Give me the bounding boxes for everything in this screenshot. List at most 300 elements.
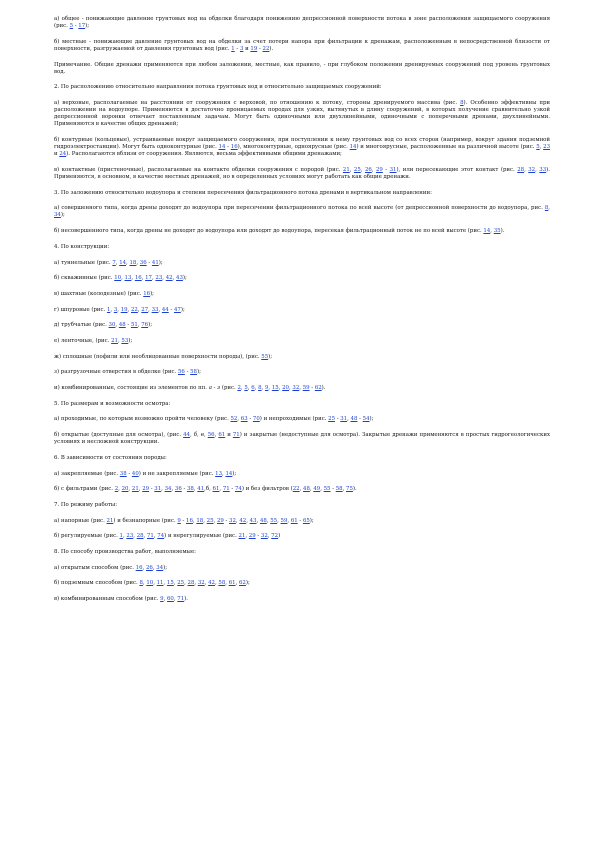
figure-link[interactable]: 59 (280, 517, 288, 524)
figure-link[interactable]: 41 (151, 259, 159, 266)
figure-link[interactable]: 36 (174, 486, 182, 493)
text-run: а) верховые, располагаемые на расстоянии от сооружения с верховой, по отношению к потоку, стороны дренируемого массива (рис. (54, 100, 461, 107)
text-run: , (137, 322, 142, 329)
text-run: ); (148, 322, 153, 329)
text-run: , (320, 486, 324, 493)
figure-link[interactable]: 54 (362, 416, 370, 423)
figure-link[interactable]: 26 (364, 166, 372, 173)
text-run: ); (369, 416, 374, 423)
text-run: , (235, 580, 239, 587)
figure-link[interactable]: 33 (539, 166, 547, 173)
text-run: - (335, 416, 341, 423)
text-run: , (121, 275, 125, 282)
text-run: б) несовершенного типа, когда дрены не доходят до водоупора или доходят до водоупора, пересекая фильтрационный поток не по всей высоте (рис. (54, 228, 484, 235)
figure-link[interactable]: 3 (113, 306, 118, 313)
text-run: и) комбинированные, состоящие из элементов по пп. (54, 385, 209, 391)
text-run: , (203, 517, 207, 524)
paragraph (54, 137, 550, 158)
text-run: а) проходимые, по которым возможно пройти человеку (рис. (54, 416, 231, 423)
figure-link[interactable]: 34 (156, 564, 164, 571)
text-run: ); (232, 470, 237, 477)
text-run: , (267, 533, 272, 540)
text-run: - (126, 470, 132, 477)
text-run: , (136, 259, 140, 266)
text-run: , (246, 517, 250, 524)
italic-text-run: в (200, 432, 204, 439)
paragraph (54, 565, 550, 572)
text-run: - (73, 23, 79, 30)
text-run: - (234, 45, 240, 52)
text-run: б) скважинные (рис. (54, 275, 115, 282)
figure-link[interactable]: 16 (186, 517, 193, 524)
figure-link[interactable]: 15 (166, 580, 174, 587)
text-run: - (180, 517, 187, 524)
figure-link[interactable]: 18 (196, 517, 204, 524)
figure-link[interactable]: 17 (78, 23, 86, 30)
figure-link[interactable]: 31 (340, 416, 348, 423)
text-run: , (131, 275, 135, 282)
text-run: ) и нерегулируемые (рис. (164, 533, 239, 540)
figure-link[interactable]: 9 (177, 517, 181, 524)
figure-link[interactable]: 56 (178, 369, 185, 376)
text-run: ,б, (204, 486, 213, 493)
text-run: ); (196, 369, 201, 376)
paragraph (54, 275, 550, 282)
figure-link[interactable]: 21 (131, 486, 139, 493)
text-run: - (330, 486, 336, 493)
figure-link[interactable]: 21 (342, 166, 350, 173)
figure-link[interactable]: 56 (207, 432, 215, 439)
figure-link[interactable]: 20 (121, 486, 129, 493)
paragraph (54, 432, 550, 446)
figure-link[interactable]: 17 (145, 275, 152, 282)
figure-link[interactable]: 22 (292, 486, 300, 493)
text-run: , (539, 144, 544, 151)
text-run: - (181, 486, 187, 493)
figure-link[interactable]: 31 (154, 486, 162, 493)
figure-link[interactable]: 3 (239, 45, 244, 52)
figure-link[interactable]: 2 (237, 385, 241, 391)
text-run: - (168, 306, 174, 313)
figure-link[interactable]: 8 (258, 385, 262, 391)
text-run: , (548, 205, 550, 212)
figure-link[interactable]: 14 (483, 228, 491, 235)
text-run: , (222, 470, 226, 477)
text-run: ), или пересекающие этот контакт (рис. (396, 166, 518, 173)
figure-link[interactable]: 38 (119, 470, 127, 477)
paragraph (54, 100, 550, 128)
text-run: , (118, 486, 122, 493)
text-run: , (184, 580, 188, 587)
text-run: , (203, 432, 208, 439)
text-run: - (309, 385, 315, 391)
figure-link[interactable]: 59 (302, 385, 310, 391)
figure-link[interactable]: 25 (177, 580, 185, 587)
paragraph (54, 307, 550, 314)
text-run: ), многоконтурные, одноярусные (рис. (237, 144, 350, 151)
text-run: ) и многоярусные, расположенные на различной высоте (рис. (356, 144, 537, 151)
figure-link[interactable]: 16 (135, 564, 143, 571)
paragraph (54, 369, 550, 376)
text-run: , (142, 580, 147, 587)
text-run: Примечание. Общие дренажи применяются при любом заложении, местные, как правило, - при глубоком положении дренируемых сооружений под уровень грунтовых вод. (54, 61, 550, 75)
figure-link[interactable]: 58 (190, 369, 197, 376)
paragraph (54, 228, 550, 235)
figure-link[interactable]: 16 (143, 290, 151, 297)
figure-link[interactable]: 34 (164, 486, 172, 493)
text-run: - (149, 486, 155, 493)
figure-link[interactable]: 32 (528, 166, 536, 173)
figure-link[interactable]: 42 (239, 517, 247, 524)
figure-link[interactable]: 61 (218, 432, 226, 439)
figure-link[interactable]: 52 (230, 416, 238, 423)
figure-link[interactable]: 15 (271, 385, 279, 391)
figure-link[interactable]: 48 (118, 322, 126, 329)
text-run: , (173, 596, 178, 603)
text-run: д) трубчатые (рис. (54, 322, 109, 329)
figure-link[interactable]: 8 (139, 580, 143, 587)
text-run: ); (163, 564, 168, 571)
text-run: , (299, 385, 303, 391)
figure-link[interactable]: 8 (544, 205, 549, 212)
text-run: , (490, 228, 494, 235)
paragraph (54, 338, 550, 345)
figure-link[interactable]: 28 (187, 580, 195, 587)
text-run: - (255, 533, 261, 540)
figure-link[interactable]: 25 (328, 416, 335, 423)
text-run: ). (184, 596, 188, 603)
text-run: ) и закрытые (недоступные для осмотра). Закрытые дренажи применяются в простых гидрогеологических условиях и несложной конструкции. (54, 432, 550, 446)
figure-link[interactable]: 74 (157, 533, 165, 540)
text-run: , (110, 306, 114, 313)
text-run: , (524, 166, 529, 173)
text-run: 5. По размерам и возможности осмотра: (54, 400, 171, 407)
text-run: , (115, 259, 120, 266)
figure-link[interactable]: 61 (212, 486, 220, 493)
figure-link[interactable]: 40 (131, 470, 139, 477)
text-run: , (117, 306, 121, 313)
figure-link[interactable]: 32 (229, 517, 236, 524)
text-run: , (153, 580, 157, 587)
text-run: в) контактные (пристеночные), располагаемые на контакте обделки сооружения с породой (рис. (54, 166, 343, 173)
figure-link[interactable]: 41 (197, 486, 205, 493)
figure-link[interactable]: 58 (218, 580, 226, 587)
paragraph (54, 190, 550, 197)
text-run: , (122, 533, 127, 540)
text-run: , (214, 432, 219, 439)
text-run: ) и безнапорные (рис. (113, 517, 178, 524)
text-run: ); (309, 517, 314, 524)
figure-link[interactable]: 13 (215, 470, 222, 477)
figure-link[interactable]: 65 (302, 517, 310, 524)
italic-text-run: б (193, 432, 198, 439)
paragraph (54, 260, 550, 267)
figure-link[interactable]: 33 (151, 306, 159, 313)
figure-link[interactable]: 28 (136, 533, 144, 540)
figure-link[interactable]: 9 (264, 385, 269, 391)
figure-link[interactable]: 23 (126, 533, 134, 540)
text-run: , (137, 306, 142, 313)
text-run: ) и без фильтров ( (241, 486, 293, 493)
figure-link[interactable]: 29 (216, 517, 224, 524)
text-run: е) ленточные, (рис. (54, 337, 112, 344)
text-run: ). (321, 385, 326, 391)
text-run: б) открытые (доступные для осмотра), (рис. (54, 432, 184, 439)
figure-link[interactable]: 70 (252, 416, 260, 423)
figure-link[interactable]: 1 (231, 45, 235, 52)
figure-link[interactable]: 11 (156, 580, 164, 587)
figure-link[interactable]: 32 (292, 385, 300, 391)
figure-link[interactable]: 42 (165, 275, 173, 282)
text-run: , (193, 486, 198, 493)
text-run: а) общее - понижающие давление грунтовых вод на обделки благодаря понижению депрессионной поверхности потока в зоне расположения защищаемого сооружения (рис. (54, 16, 550, 30)
text-run: , (141, 275, 146, 282)
text-run: , (192, 517, 197, 524)
figure-link[interactable]: 32 (260, 533, 268, 540)
text-run: ); (158, 259, 163, 266)
figure-link[interactable]: 5 (244, 385, 248, 391)
text-run: 2. По расположению относительно направления потока грунтовых вод и относительно защищаемых сооружений: (54, 84, 382, 91)
text-run: , (189, 432, 194, 439)
figure-link[interactable]: 71 (222, 486, 230, 493)
figure-link[interactable]: 24 (59, 151, 67, 158)
text-run: - (297, 517, 303, 524)
figure-link[interactable]: 22 (262, 45, 270, 52)
text-run: , (214, 580, 219, 587)
figure-link[interactable]: 72 (271, 533, 279, 540)
paragraph (54, 167, 550, 181)
text-run: ). Особенно эффективны при расположении на водоупоре. Применяются в достаточно проницаемых породах для узких, вытянутых в длину сооружений, в которых получение сравнительно узкой депрессионной воронки отвечает поставленным задачам. Могут быть одиночными или двухлинейными, одиночными с поперечными дренами, двухлинейными. Применяются в качестве общих дренажей; (54, 100, 550, 128)
paragraph (54, 533, 550, 540)
figure-link[interactable]: 25 (353, 166, 361, 173)
text-run: , (287, 517, 291, 524)
figure-link[interactable]: 9 (160, 596, 164, 603)
figure-link[interactable]: 43 (249, 517, 257, 524)
text-run: , (133, 533, 137, 540)
figure-link[interactable]: 16 (230, 144, 238, 151)
figure-link[interactable]: 1 (106, 306, 111, 313)
figure-link[interactable]: 27 (141, 306, 149, 313)
figure-link[interactable]: 55 (270, 517, 278, 524)
figure-link[interactable]: 30 (108, 322, 116, 329)
figure-link[interactable]: 13 (124, 275, 132, 282)
figure-link[interactable]: 71 (232, 432, 240, 439)
figure-link[interactable]: 5 (536, 144, 540, 151)
text-run: , (153, 533, 158, 540)
figure-link[interactable]: 34 (54, 212, 61, 219)
figure-link[interactable]: 7 (112, 259, 116, 266)
figure-link[interactable]: 74 (234, 486, 242, 493)
text-run: , (225, 580, 229, 587)
text-run: - (211, 385, 218, 391)
text-run: и (225, 432, 233, 439)
paragraph (54, 62, 550, 76)
text-run: а) открытым способом (рис. (54, 564, 136, 571)
figure-link[interactable]: 25 (206, 517, 214, 524)
text-run: , (254, 385, 259, 391)
figure-link[interactable]: 14 (349, 144, 357, 151)
paragraph (54, 385, 550, 392)
figure-link[interactable]: 42 (208, 580, 215, 587)
text-run: - (229, 486, 235, 493)
paragraph (54, 205, 550, 219)
figure-link[interactable]: 21 (106, 517, 114, 524)
text-run: , (237, 416, 241, 423)
text-run: а) совершенного типа, когда дрены доходят до водоупора при пересечении фильтрационного потока по всей высоте (от депрессионной поверхности до водоупора, рис. (54, 205, 545, 212)
text-run: б) с фильтрами (рис. (54, 486, 115, 493)
figure-link[interactable]: 48 (350, 416, 358, 423)
paragraph (54, 471, 550, 478)
text-run: б) местные - понижающие давление грунтовых вод на обделки за счет потери напора при фильтрации к дренажам, расположенным в непосредственной близости от поверхности, разгружаемой от давления грунтовых вод (рис. (54, 38, 550, 52)
text-run: ). (500, 228, 505, 235)
figure-link[interactable]: 49 (313, 486, 321, 493)
figure-link[interactable]: 38 (187, 486, 194, 493)
text-run: , (148, 306, 152, 313)
figure-link[interactable]: 23 (543, 144, 550, 151)
text-run: з) разгрузочные отверстия в обделке (рис. (54, 369, 178, 376)
figure-link[interactable]: 62 (239, 580, 246, 587)
text-run: ); (180, 306, 185, 313)
figure-link[interactable]: 22 (130, 306, 138, 313)
figure-link[interactable]: 26 (145, 564, 153, 571)
figure-link[interactable]: 29 (375, 166, 383, 173)
text-run: , (299, 486, 304, 493)
text-run: , (261, 385, 265, 391)
paragraph (54, 291, 550, 298)
text-run: , (268, 385, 272, 391)
figure-link[interactable]: 61 (290, 517, 298, 524)
paragraph (54, 518, 550, 525)
text-run: 4. По конструкции: (54, 243, 110, 250)
text-run: , (247, 385, 252, 391)
figure-link[interactable]: 1 (119, 533, 123, 540)
text-run: ); (128, 337, 133, 344)
figure-link[interactable]: 53 (121, 337, 129, 344)
figure-link[interactable]: 44 (161, 306, 169, 313)
text-run: , (309, 486, 314, 493)
text-run: 6. В зависимости от состояния породы: (54, 454, 167, 461)
figure-link[interactable]: 48 (303, 486, 310, 493)
text-run: ); (268, 353, 273, 360)
figure-link[interactable]: 18 (129, 259, 137, 266)
figure-link[interactable]: 60 (167, 596, 174, 603)
text-run: ) (278, 533, 281, 540)
text-run: , (256, 517, 260, 524)
figure-link[interactable]: 76 (141, 322, 149, 329)
text-run: , (288, 385, 293, 391)
text-run: а) туннельные (рис. (54, 259, 113, 266)
figure-link[interactable]: 28 (517, 166, 525, 173)
figure-link[interactable]: 55 (261, 353, 269, 360)
paragraph (54, 549, 550, 556)
figure-link[interactable]: 44 (183, 432, 190, 439)
figure-link[interactable]: 14 (218, 144, 226, 151)
figure-link[interactable]: 47 (173, 306, 181, 313)
text-run: ); (150, 290, 154, 297)
text-run: , (204, 580, 209, 587)
figure-link[interactable]: 29 (142, 486, 150, 493)
figure-link[interactable]: 51 (130, 322, 138, 329)
figure-link[interactable]: 21 (111, 337, 118, 344)
text-run: - (225, 144, 231, 151)
figure-link[interactable]: 10 (114, 275, 122, 282)
paragraph (54, 354, 550, 361)
text-run: , (360, 166, 365, 173)
figure-link[interactable]: 2 (114, 486, 119, 493)
figure-link[interactable]: 23 (155, 275, 163, 282)
text-run: , (115, 322, 119, 329)
paragraph (54, 596, 550, 603)
figure-link[interactable]: 32 (197, 580, 205, 587)
figure-link[interactable]: 19 (250, 45, 258, 52)
text-run: , (219, 486, 223, 493)
text-run: ). Располагаются вблизи от сооружения. Являются, весьма эффективными общими дренажами; (66, 151, 342, 158)
figure-link[interactable]: 31 (389, 166, 397, 173)
text-run: - (257, 45, 263, 52)
figure-link[interactable]: 48 (259, 517, 267, 524)
text-run: , (151, 275, 156, 282)
paragraph (54, 416, 550, 423)
text-run: , (173, 580, 178, 587)
figure-link[interactable]: 10 (146, 580, 154, 587)
text-run: ) и непроходимые (рис. (259, 416, 329, 423)
document-page (54, 16, 550, 612)
paragraph (54, 455, 550, 462)
figure-link[interactable]: 29 (248, 533, 256, 540)
figure-link[interactable]: 63 (240, 416, 248, 423)
figure-link[interactable]: 8 (460, 100, 464, 107)
paragraph (54, 39, 550, 53)
figure-link[interactable]: 14 (225, 470, 233, 477)
text-run: , (127, 306, 131, 313)
text-run: , (163, 596, 167, 603)
figure-link[interactable]: 58 (335, 486, 343, 493)
text-run: , (163, 580, 167, 587)
figure-link[interactable]: 14 (119, 259, 127, 266)
text-run: 3. По заложению относительно водоупора и степени пересечения фильтрационного потока дренами в вертикальном направлении: (54, 189, 432, 196)
text-run: - (184, 369, 191, 376)
figure-link[interactable]: 16 (134, 275, 142, 282)
text-run: , (152, 564, 157, 571)
document-body (54, 16, 550, 603)
text-run: ). (352, 486, 357, 493)
figure-link[interactable]: 71 (177, 596, 185, 603)
figure-link[interactable]: 62 (314, 385, 322, 391)
figure-link[interactable]: 19 (120, 306, 128, 313)
figure-link[interactable]: 55 (323, 486, 331, 493)
figure-link[interactable]: 61 (228, 580, 236, 587)
text-run: , (240, 385, 245, 391)
figure-link[interactable]: 71 (146, 533, 154, 540)
text-run: , (158, 306, 162, 313)
text-run: б) регулируемые (рис. (54, 533, 120, 540)
figure-link[interactable]: 75 (346, 486, 353, 493)
figure-link[interactable]: 43 (176, 275, 183, 282)
text-run: , (277, 517, 281, 524)
figure-link[interactable]: 20 (282, 385, 289, 391)
text-run: в) комбинированным способом (рис. (54, 596, 161, 603)
text-run: , (117, 337, 122, 344)
text-run: , (213, 517, 217, 524)
figure-link[interactable]: 35 (493, 228, 501, 235)
figure-link[interactable]: 21 (238, 533, 246, 540)
figure-link[interactable]: 5 (69, 23, 74, 30)
figure-link[interactable]: 36 (139, 259, 147, 266)
text-run: , (245, 533, 249, 540)
text-run: , (143, 533, 147, 540)
figure-link[interactable]: 6 (251, 385, 255, 391)
text-run: , (126, 259, 130, 266)
